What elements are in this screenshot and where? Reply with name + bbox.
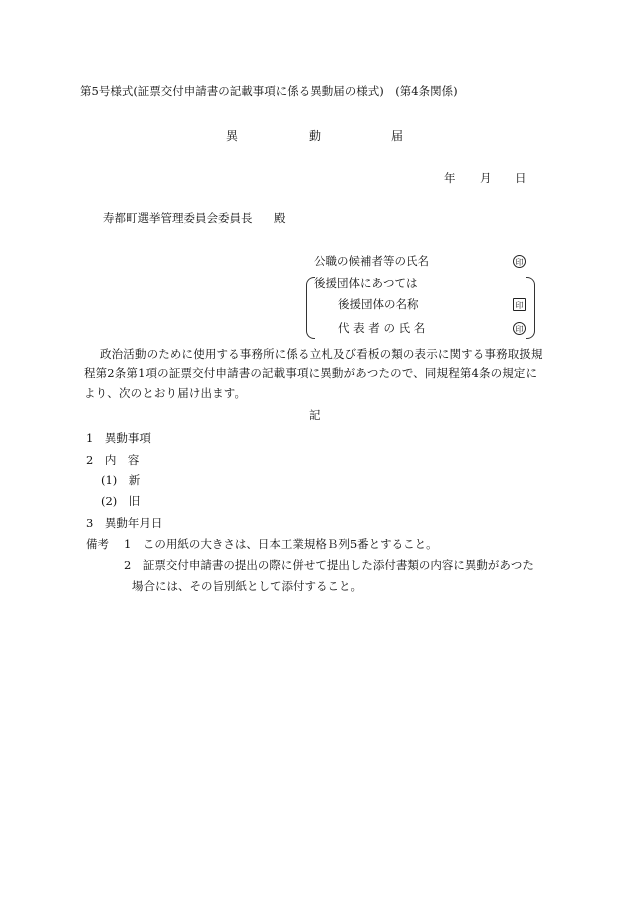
group-name-label: 後援団体の名称	[338, 297, 419, 311]
title-char-1: 異	[226, 129, 239, 143]
honorific: 殿	[274, 211, 286, 225]
item-change-date: 3 異動年月日	[86, 516, 163, 530]
form-header: 第5号様式(証票交付申請書の記載事項に係る異動届の様式) (第4条関係)	[80, 84, 458, 98]
date-year-label: 年	[444, 171, 456, 185]
note-1: 1 この用紙の大きさは、日本工業規格Ｂ列5番とすること。	[124, 537, 438, 551]
seal-square-icon: 印	[513, 298, 526, 311]
item-content: 2 内 容	[86, 453, 140, 467]
note-2-line-2: 場合には、その旨別紙として添付すること。	[132, 579, 362, 593]
body-line: 程第2条第1項の証票交付申請書の記載事項に異動があつたので、同規程第4条の規定に	[84, 366, 538, 380]
ki-heading: 記	[309, 408, 321, 422]
note-2-line-1: 2 証票交付申請書の提出の際に併せて提出した添付書類の内容に異動があつた	[124, 558, 534, 572]
title-char-3: 届	[391, 129, 404, 143]
bracket-right-icon	[526, 277, 535, 339]
item-content-new: (1) 新	[101, 473, 141, 487]
support-group-note: 後援団体にあつては	[314, 276, 418, 290]
representative-name-label: 代 表 者 の 氏 名	[338, 321, 426, 335]
addressee: 寿都町選挙管理委員会委員長	[103, 211, 253, 225]
notes-label: 備考	[86, 537, 109, 551]
seal-circle-icon: 印	[513, 322, 526, 335]
date-day-label: 日	[515, 171, 527, 185]
item-change-matter: 1 異動事項	[86, 431, 151, 445]
body-line: 政治活動のために使用する事務所に係る立札及び看板の類の表示に関する事務取扱規	[100, 347, 543, 361]
date-month-label: 月	[480, 171, 492, 185]
candidate-name-label: 公職の候補者等の氏名	[314, 254, 429, 268]
item-content-old: (2) 旧	[101, 494, 141, 508]
seal-circle-icon: 印	[513, 255, 526, 268]
title-char-2: 動	[309, 129, 322, 143]
body-line: より、次のとおり届け出ます。	[84, 386, 247, 400]
